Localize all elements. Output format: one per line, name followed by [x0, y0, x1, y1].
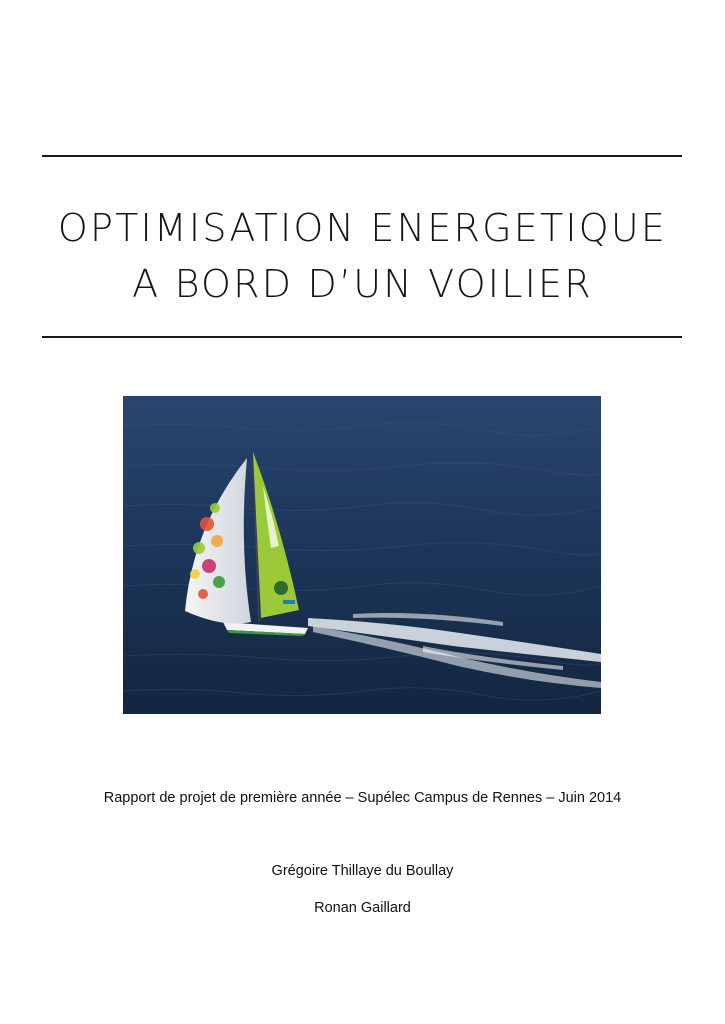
author-2: Ronan Gaillard	[314, 900, 411, 916]
title-rule-top	[42, 155, 682, 157]
author-1: Grégoire Thillaye du Boullay	[271, 863, 454, 879]
sailboat-photo-icon	[123, 396, 601, 714]
report-description: Rapport de projet de première année – Supélec Campus de Rennes – Juin 2014	[103, 790, 622, 806]
title-line-2: A BORD D’UN VOILIER	[132, 262, 593, 306]
title-rule-bottom	[42, 336, 682, 338]
document-title	[30, 200, 695, 312]
title-line-1: OPTIMISATION ENERGETIQUE	[57, 206, 668, 250]
